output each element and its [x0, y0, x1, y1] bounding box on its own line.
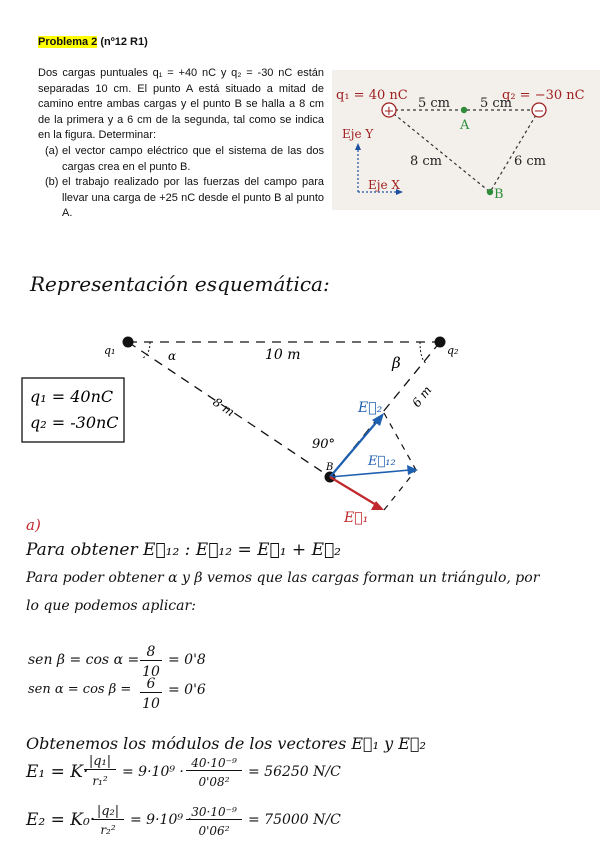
- e2-lhs: E₂ = K₀·: [26, 810, 96, 830]
- e1-lhs: E₁ = K·: [26, 762, 89, 782]
- label-distance-left: 8 m: [210, 394, 238, 420]
- e1-frac-num: |q₁|: [84, 754, 116, 770]
- q2-charge-dot: [435, 337, 446, 348]
- fig-side2: 6 cm: [514, 154, 547, 169]
- q1-charge-dot: [123, 337, 134, 348]
- point-b-dot: [487, 189, 493, 195]
- problem-title-ref: (nº12 R1): [97, 36, 148, 48]
- sin-beta-num: 8: [140, 644, 162, 661]
- e2-num: 30·10⁻⁹: [186, 805, 242, 820]
- label-distance-top: 10 m: [265, 347, 301, 363]
- solution-line-1: Para obtener E⃗₁₂ : E⃗₁₂ = E⃗₁ + E⃗₂: [26, 540, 341, 560]
- problem-title: [38, 36, 148, 48]
- fig-axis-x-label: Eje X: [368, 178, 400, 192]
- box-q2: q₂ = -30nC: [30, 413, 119, 432]
- sin-alpha-value: = 0'6: [168, 682, 206, 698]
- label-beta: β: [392, 354, 401, 372]
- minus-sign: −: [533, 104, 545, 119]
- label-distance-right: 6 m: [409, 383, 435, 410]
- solution-line-2: Para poder obtener α y β vemos que las cargas forman un triángulo, por: [26, 570, 540, 586]
- fig-q1-label: q₁ = 40 nC: [336, 88, 408, 103]
- label-e1: E⃗₁: [344, 510, 369, 526]
- fig-point-a: A: [460, 118, 470, 133]
- sin-alpha-label: sen α = cos β =: [28, 682, 132, 697]
- problem-title-label: Problema 2: [38, 36, 98, 48]
- schematic-heading: Representación esquemática:: [30, 272, 330, 296]
- statement-text: Dos cargas puntuales q₁ = +40 nC y q₂ = -30 nC están separadas 10 cm. El punto A está situado a mitad de camino entre ambas cargas y el punto B se halla a 8 cm de la primera y a 6 cm de la segunda, tal como se indica en la figura. Determinar:: [38, 67, 324, 142]
- label-q1: q₁: [104, 344, 116, 357]
- schematic-diagram: [0, 320, 600, 530]
- modules-heading: Obtenemos los módulos de los vectores E⃗₁ y E⃗₂: [26, 734, 426, 753]
- question-item: (b) el trabajo realizado por las fuerzas del campo para llevar una carga de +25 nC desde el punto B al punto A.: [45, 176, 324, 220]
- plus-sign: +: [383, 104, 395, 119]
- e1-frac-den: r₁²: [92, 774, 108, 788]
- label-e12: E⃗₁₂: [368, 454, 396, 469]
- sin-beta-label: sen β = cos α =: [28, 652, 140, 668]
- e2-frac-num: |q₂|: [92, 804, 124, 820]
- vector-e12: [330, 470, 410, 477]
- box-q1: q₁ = 40nC: [30, 387, 114, 406]
- fig-q2-label: q₂ = −30 nC: [502, 88, 585, 103]
- label-e2: E⃗₂: [358, 400, 383, 416]
- e2-den: 0'06²: [198, 824, 230, 838]
- e2-result: = 75000 N/C: [248, 812, 341, 828]
- fig-seg2: 5 cm: [480, 96, 513, 111]
- fig-point-b: B: [494, 187, 504, 202]
- e1-num: 40·10⁻⁹: [186, 756, 242, 771]
- label-q2: q₂: [447, 344, 459, 357]
- fig-seg1: 5 cm: [418, 96, 451, 111]
- beta-arc: [420, 342, 427, 364]
- sin-alpha-den: 10: [142, 696, 160, 712]
- e2-frac-den: r₂²: [100, 823, 116, 837]
- problem-statement: [38, 66, 324, 222]
- label-point-b: B: [326, 462, 334, 473]
- fig-axis-y-label: Eje Y: [342, 127, 374, 141]
- vector-e1: [330, 477, 378, 506]
- e1-result: = 56250 N/C: [248, 764, 341, 780]
- sin-beta-value: = 0'8: [168, 652, 206, 668]
- question-item: (a) el vector campo eléctrico que el sistema de las dos cargas crea en el punto B.: [45, 144, 324, 173]
- sin-beta-den: 10: [142, 664, 160, 680]
- fig-side1: 8 cm: [410, 154, 443, 169]
- e2-mid: = 9·10⁹ ·: [130, 812, 192, 828]
- label-right-angle: 90°: [312, 437, 336, 452]
- problem-figure: [332, 70, 600, 210]
- e1-den: 0'08²: [198, 775, 230, 789]
- sin-alpha-num: 6: [140, 676, 162, 693]
- point-a-dot: [461, 107, 467, 113]
- guide-e1-e12: [384, 470, 416, 510]
- solution-line-3: lo que podemos aplicar:: [26, 598, 196, 614]
- vector-e12-arrow-icon: [407, 465, 418, 475]
- label-alpha: α: [168, 349, 177, 363]
- e1-mid: = 9·10⁹ ·: [122, 764, 184, 780]
- part-a-label: a): [26, 516, 41, 534]
- question-list: [38, 144, 324, 222]
